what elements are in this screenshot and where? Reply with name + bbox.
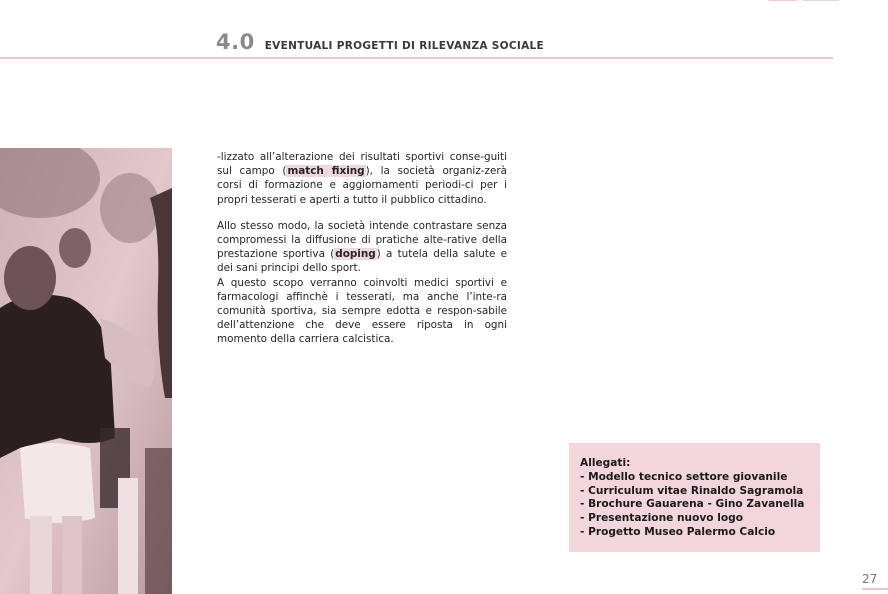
section-header [216, 30, 544, 54]
section-title: EVENTUALI PROGETTI DI RILEVANZA SOCIALE [264, 40, 544, 52]
attachments-box [569, 443, 820, 552]
paragraph-match-fixing [217, 150, 507, 207]
text-fragment: A questo scopo verranno coinvolti medici sportivi e farmacologi affinchè i tesserati, ma anche l’inte-ra comunità sportiva, sia sempre edotta e respon-sabile dell’attenzione che deve essere riposta in ogni momento della carriera calcistica. [217, 276, 507, 346]
paragraph-doping [217, 219, 507, 347]
body-text [217, 150, 507, 347]
highlight-match-fixing: match fixing [287, 165, 365, 178]
text-fragment: ), la società organiz-zerà corsi di formazione e aggiornamenti periodi-ci per i propri tesserati e aperti a tutto il pubblico cittadino. [217, 165, 508, 206]
section-number: 4.0 [216, 30, 255, 54]
attachment-item: - Presentazione nuovo logo [580, 512, 743, 525]
attachments-list [580, 471, 810, 540]
attachment-item: - Modello tecnico settore giovanile [580, 470, 788, 483]
brand-logo-fragment [768, 0, 848, 4]
attachment-item: - Curriculum vitae Rinaldo Sagramola [580, 484, 804, 497]
attachments-title: Allegati: [580, 457, 631, 469]
text-fragment: -lizzato all’alterazione dei risultati sportivi conse-guiti sul campo ( [217, 151, 507, 178]
header-divider [0, 57, 833, 59]
football-players-photo [0, 148, 172, 594]
attachment-item: - Progetto Museo Palermo Calcio [580, 525, 776, 538]
highlight-doping: doping [335, 248, 376, 261]
attachment-item: - Brochure Gauarena - Gino Zavanella [580, 498, 805, 511]
page-number: 27 [862, 572, 878, 586]
page-number-underline [862, 588, 888, 590]
text-fragment: Allo stesso modo, la società intende contrastare senza compromessi la diffusione di pratiche alte-rative della prestazione sportiva ( [217, 219, 507, 261]
text-fragment: ) a tutela della salute e dei sani principi dello sport. [217, 248, 507, 275]
